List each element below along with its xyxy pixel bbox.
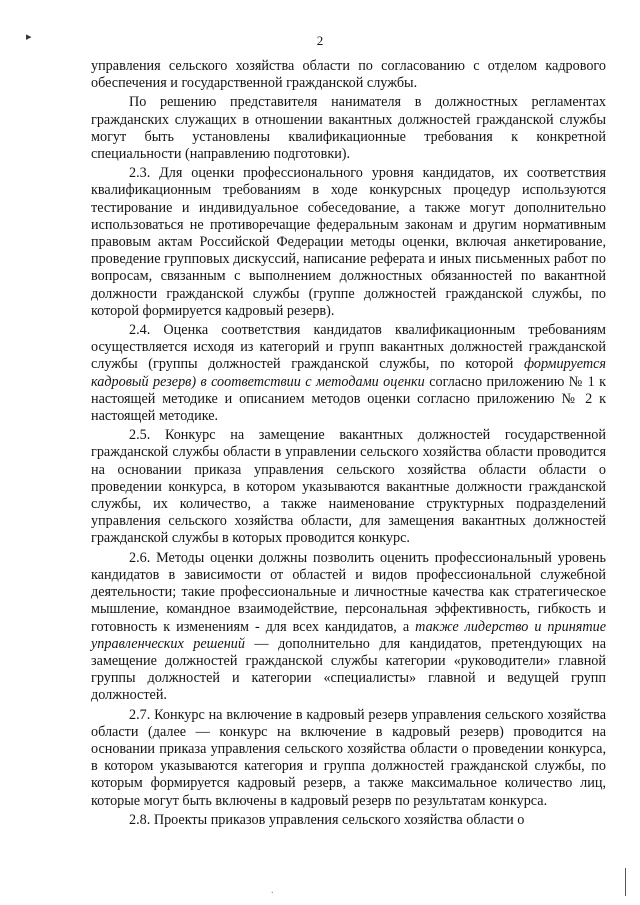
footer-dot: . — [271, 885, 274, 896]
paragraph-2-3: 2.3. Для оценки профессионального уровня кандидатов, их соответствия квалификационным требованиям в ходе конкурсных процедур используются тестирование и индивидуальное собеседование, а также могут дополнительно использоваться не противоречащие федеральным законам и другим нормативным правовым актам Российской Федерации методы оценки, включая анкетирование, проведение групповых дискуссий, написание реферата и иных письменных работ по вопросам, связанным с выполнением должностных обязанностей по вакантной должности гражданской службы (группе должностей гражданской службы, по которой формируется кадровый резерв). — [91, 165, 606, 319]
paragraph-2-6 — [91, 550, 606, 705]
paragraph-2-4-part-c: согласно приложению № 1 к настоящей методике и описанием методов оценки согласно приложению № 2 к настоящей методике. — [91, 373, 606, 425]
paragraph-qualification-requirements: По решению представителя нанимателя в должностных регламентах гражданских служащих в отношении вакантных должностей гражданской службы могут быть установлены квалификационные требования к конкретной специальности (направлению подготовки). — [91, 94, 606, 163]
paragraph-2-8: 2.8. Проекты приказов управления сельского хозяйства области о — [129, 811, 525, 828]
paragraph-2-4 — [91, 322, 606, 425]
page-number: 2 — [316, 33, 324, 48]
paragraph-2-6-part-a: 2.6. Методы оценки должны позволить оценить профессиональный уровень кандидатов в зависимости от областей и видов профессиональной служебной деятельности; такие профессиональные и личностные качества как стратегическое мышление, командное взаимодействие, персональная эффективность, гибкость и готовность к изменениям - для всех кандидатов, а — [91, 549, 606, 635]
margin-line — [625, 868, 626, 896]
paragraph-2-4-part-a: 2.4. Оценка соответствия кандидатов квалификационным требованиям осуществляется исходя из категорий и групп вакантных должностей гражданской службы (группы должностей гражданской службы, по которой — [91, 322, 606, 373]
paragraph-2-6-part-c: — дополнительно для кандидатов, претендующих на замещение должностей гражданской службы категории «руководители» главной группы должностей и категории «специалисты» главной и ведущей групп должностей. — [91, 635, 606, 704]
document-body — [91, 58, 606, 831]
paragraph-2-6-italic: также лидерство и принятие управленческих решений — [91, 618, 606, 652]
corner-mark: ▸ — [26, 31, 32, 43]
paragraph-2-7: 2.7. Конкурс на включение в кадровый резерв управления сельского хозяйства области (далее — конкурс на включение в кадровый резерв) проводится на основании приказа управления сельского хозяйства области о проведении конкурса, в котором указываются категория и группа должностей гражданской службы, по которым формируется кадровый резерв, а также максимальное количество лиц, которые могут быть включены в кадровый резерв по результатам конкурса. — [91, 706, 606, 809]
paragraph-2-4-italic: формируется кадровый резерв) в соответствии с методами оценки — [91, 356, 606, 390]
paragraph-continuation: управления сельского хозяйства области по согласованию с отделом кадрового обеспечения и государственной гражданской службы. — [91, 58, 606, 92]
paragraph-2-5: 2.5. Конкурс на замещение вакантных должностей государственной гражданской службы области в управлении сельского хозяйства области проводится на основании приказа управления сельского хозяйства области области о проведении конкурса, в котором указываются вакантные должности гражданской службы, их количество, а также наименование структурных подразделений управления сельского хозяйства области, для замещения вакантных должностей гражданской службы в которых проводится конкурс. — [91, 427, 606, 547]
